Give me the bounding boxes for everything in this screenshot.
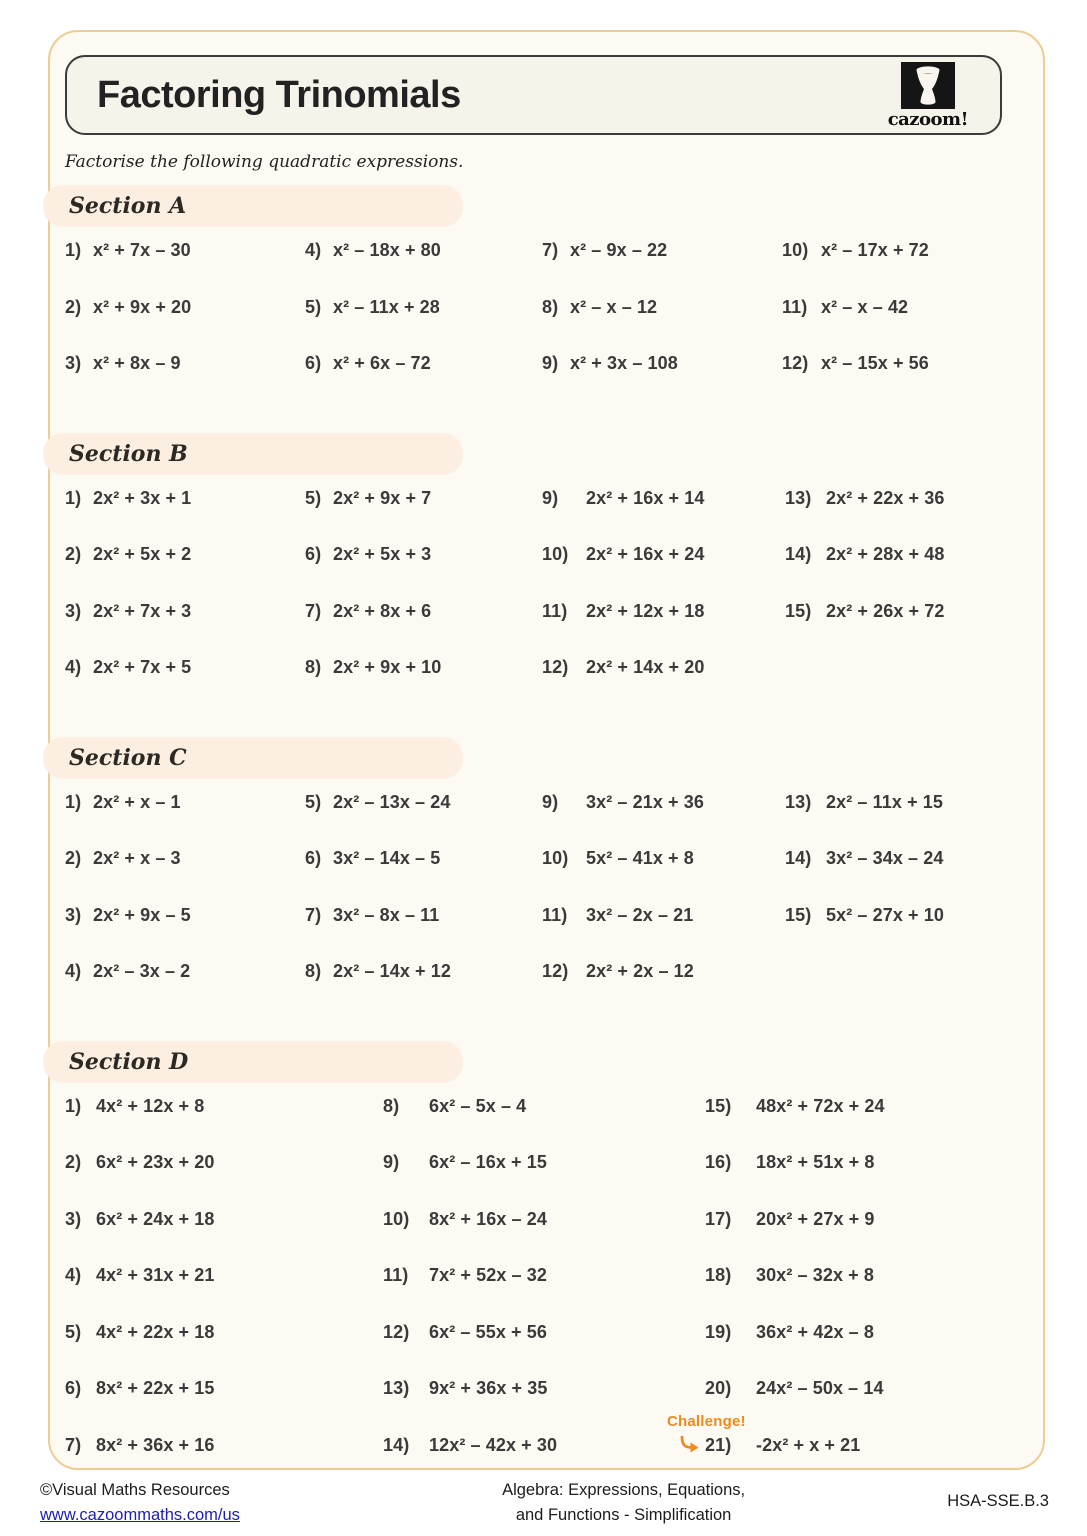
section-d [65,1041,1030,1491]
problem-number: 8) [383,1095,400,1116]
problem-number: 18) [705,1265,732,1285]
problem-expression: 2x² + 5x + 2 [93,544,192,564]
problem-item [782,296,987,353]
problem-expression: 6x² – 16x + 15 [429,1152,547,1172]
problem-number: 8) [542,296,559,317]
problem-item [65,543,305,600]
problem-expression: x² – x – 42 [821,296,909,317]
problem-expression: x² – 15x + 56 [821,353,929,373]
problem-number: 1) [65,791,82,812]
problem-item [782,352,987,409]
problem-number: 6) [65,1378,82,1398]
problem-number: 8) [305,657,322,677]
problem-number: 13) [785,487,812,508]
problem-number: 19) [705,1321,732,1342]
problem-number: 1) [65,1095,82,1116]
problem-item [542,543,785,600]
footer-topic [502,1478,745,1528]
problem-expression: 2x² + 9x – 5 [93,904,191,925]
problem-item [383,1377,705,1434]
problem-number: 7) [65,1434,82,1455]
website-link[interactable]: www.cazoommaths.com/us [40,1505,240,1524]
copyright-text: ©Visual Maths Resources [40,1481,230,1499]
problem-expression: 4x² + 31x + 21 [96,1265,215,1285]
problem-number: 9) [542,353,559,373]
problem-number: 9) [542,791,559,812]
problem-number: 11) [782,296,808,317]
cazoom-drum-icon [901,62,955,109]
problem-item [65,1377,383,1434]
problem-item [785,543,987,600]
problem-number: 3) [65,353,82,373]
problem-expression: 2x² + 12x + 18 [586,600,705,621]
problem-number: 5) [305,487,322,508]
problem-item [542,239,782,296]
problem-expression: 3x² – 2x – 21 [586,904,694,925]
problem-number: 16) [705,1152,732,1172]
problem-number: 5) [305,791,322,812]
problem-item [383,1264,705,1321]
cazoom-logo [888,62,968,129]
problem-number: 6) [305,544,322,564]
problem-expression: 3x² – 8x – 11 [333,904,440,925]
worksheet-title: Factoring Trinomials [97,73,461,116]
problem-number: 10) [542,544,569,564]
problem-expression: 2x² + 7x + 3 [93,600,192,621]
section-title: Section D [69,1048,189,1075]
section-c [65,737,1030,1017]
problem-item [65,487,305,544]
problem-expression: 2x² + 8x + 6 [333,600,432,621]
problem-item [65,904,305,961]
problem-number: 3) [65,600,82,621]
problem-number: 17) [705,1208,732,1229]
problem-item [305,960,542,1017]
problem-expression: 2x² + 9x + 10 [333,657,442,677]
problem-item [65,656,305,713]
problem-item [65,791,305,848]
problem-item [782,239,987,296]
problem-number: 10) [782,240,809,260]
problem-expression: 12x² – 42x + 30 [429,1434,558,1455]
problem-number: 12) [542,961,569,981]
problem-number: 10) [542,848,569,868]
problem-expression: 2x² + 28x + 48 [826,544,945,564]
problem-expression: 8x² + 16x – 24 [429,1208,547,1229]
problem-expression: x² + 3x – 108 [570,353,678,373]
problem-expression: x² + 6x – 72 [333,353,431,373]
problem-number: 7) [305,904,322,925]
topic-line-1: Algebra: Expressions, Equations, [502,1481,746,1499]
problem-expression: 3x² – 34x – 24 [826,848,944,868]
problem-expression: 6x² + 24x + 18 [96,1208,215,1229]
problem-item [542,487,785,544]
problem-number: 4) [65,1265,82,1285]
problem-expression: 8x² + 22x + 15 [96,1378,215,1398]
problem-expression: 2x² + 5x + 3 [333,544,432,564]
section-title: Section B [69,440,188,467]
sheet-content [65,55,1030,1490]
challenge-label: Challenge! [667,1412,746,1430]
problem-item [65,1264,383,1321]
problem-expression: 3x² – 14x – 5 [333,848,441,868]
problem-number: 4) [65,961,82,981]
problem-number: 15) [705,1095,732,1116]
problem-number: 10) [383,1208,410,1229]
problem-item [705,1151,987,1208]
problem-number: 5) [65,1321,82,1342]
problem-number: 7) [305,600,322,621]
sections-container [65,185,1030,1490]
problem-number: 5) [305,296,322,317]
problem-item [785,791,987,848]
problem-expression: 2x² + 22x + 36 [826,487,945,508]
problem-item [305,791,542,848]
problem-number: 1) [65,240,82,260]
problem-expression: x² – x – 12 [570,296,658,317]
problem-item [542,296,782,353]
problem-expression: 2x² + 9x + 7 [333,487,432,508]
problem-item [305,656,542,713]
section-title: Section C [69,744,187,771]
problem-number: 11) [542,904,568,925]
problem-item [705,1208,987,1265]
problem-item [542,791,785,848]
problem-expression: x² – 11x + 28 [333,296,440,317]
problem-expression: 2x² + 3x + 1 [93,487,192,508]
worksheet-title-box [65,55,1002,135]
problem-item [305,296,542,353]
cazoom-logo-text: cazoom! [887,108,968,130]
problem-number: 13) [383,1378,410,1398]
problem-number: 9) [542,487,559,508]
problem-item [65,352,305,409]
problem-number: 9) [383,1152,400,1172]
section-a [65,185,1030,409]
problem-number: 2) [65,296,82,317]
problem-number: 15) [785,600,812,621]
problem-expression: x² + 9x + 20 [93,296,192,317]
problem-item [383,1321,705,1378]
problem-expression: 30x² – 32x + 8 [756,1265,874,1285]
problem-expression: x² – 17x + 72 [821,240,929,260]
problem-expression: 7x² + 52x – 32 [429,1265,547,1285]
problem-expression: -2x² + x + 21 [756,1434,861,1455]
problem-expression: 2x² – 3x – 2 [93,961,191,981]
problem-number: 4) [305,240,322,260]
problem-expression: 18x² + 51x + 8 [756,1152,875,1172]
problem-item [383,1151,705,1208]
problem-expression: 2x² + x – 3 [93,848,181,868]
problem-item [305,352,542,409]
section-b [65,433,1030,713]
problem-expression: x² + 7x – 30 [93,240,191,260]
problem-number: 8) [305,961,322,981]
problem-item [65,847,305,904]
problem-item [65,239,305,296]
problem-expression: x² + 8x – 9 [93,353,181,373]
problem-expression: 2x² + x – 1 [93,791,181,812]
standard-code: HSA-SSE.B.3 [947,1492,1049,1510]
problem-item [383,1095,705,1152]
problem-item [65,1095,383,1152]
problem-item [305,543,542,600]
problem-number: 2) [65,1152,82,1172]
problem-item [542,904,785,961]
problem-number: 6) [305,848,322,868]
problem-expression: x² – 18x + 80 [333,240,441,260]
footer [40,1478,1049,1528]
problem-expression: 9x² + 36x + 35 [429,1378,548,1398]
section-header-a [43,185,463,227]
problem-number: 15) [785,904,812,925]
problem-item [305,600,542,657]
problem-expression: 36x² + 42x – 8 [756,1321,874,1342]
problem-number: 14) [383,1434,410,1455]
problem-number: 3) [65,904,82,925]
section-header-c [43,737,463,779]
problem-number: 12) [383,1321,410,1342]
problem-expression: 2x² – 13x – 24 [333,791,451,812]
problem-number: 14) [785,544,812,564]
problem-expression: 3x² – 21x + 36 [586,791,704,812]
problem-item [65,600,305,657]
problem-item [65,1208,383,1265]
problem-number: 7) [542,240,559,260]
problem-item [305,847,542,904]
problem-expression: 2x² – 11x + 15 [826,791,944,812]
problem-number: 11) [542,600,568,621]
problem-item [65,960,305,1017]
problem-expression: 20x² + 27x + 9 [756,1208,875,1229]
problem-item [542,600,785,657]
problem-expression: 5x² – 27x + 10 [826,904,944,925]
problem-expression: 2x² + 16x + 24 [586,544,705,564]
problem-item [65,1151,383,1208]
problem-number: 11) [383,1265,409,1285]
problem-expression: 2x² + 7x + 5 [93,657,192,677]
problem-item [705,1321,987,1378]
problem-item [705,1264,987,1321]
section-header-b [43,433,463,475]
problem-item [305,239,542,296]
problem-number: 4) [65,657,82,677]
problem-expression: 4x² + 22x + 18 [96,1321,215,1342]
problem-expression: x² – 9x – 22 [570,240,668,260]
problem-item [785,600,987,657]
problem-expression: 5x² – 41x + 8 [586,848,694,868]
problem-number: 6) [305,353,322,373]
problem-expression: 6x² + 23x + 20 [96,1152,215,1172]
problem-expression: 2x² + 26x + 72 [826,600,945,621]
problem-number: 1) [65,487,82,508]
problem-expression: 2x² + 2x – 12 [586,961,694,981]
problem-item [542,352,782,409]
problem-item [542,847,785,904]
problem-number: 12) [542,657,569,677]
problem-expression: 2x² + 16x + 14 [586,487,705,508]
problem-item [65,1321,383,1378]
problem-item [542,656,785,713]
problem-item [705,1095,987,1152]
problem-expression: 24x² – 50x – 14 [756,1378,884,1398]
problem-number: 20) [705,1378,732,1398]
problem-item [383,1208,705,1265]
section-header-d [43,1041,463,1083]
problem-item [785,487,987,544]
instructions-text: Factorise the following quadratic expressions. [65,152,464,172]
section-title: Section A [69,193,187,219]
problem-item [705,1377,987,1434]
problem-item [785,904,987,961]
problem-expression: 4x² + 12x + 8 [96,1095,205,1116]
problem-number: 13) [785,791,812,812]
problem-item [305,904,542,961]
problem-expression: 2x² + 14x + 20 [586,657,705,677]
problem-expression: 2x² – 14x + 12 [333,961,451,981]
problem-expression: 6x² – 5x – 4 [429,1095,527,1116]
problem-number: 12) [782,353,809,373]
problem-expression: 6x² – 55x + 56 [429,1321,547,1342]
problem-item [785,847,987,904]
problem-item [305,487,542,544]
problem-item [65,296,305,353]
problem-number: 14) [785,848,812,868]
problem-number: 2) [65,544,82,564]
problem-number: 3) [65,1208,82,1229]
topic-line-2: and Functions - Simplification [515,1505,732,1524]
problem-number: 21) [705,1434,732,1455]
problem-item [542,960,785,1017]
problem-expression: 48x² + 72x + 24 [756,1095,885,1116]
problem-expression: 8x² + 36x + 16 [96,1434,215,1455]
challenge-arrow-icon [679,1436,700,1459]
footer-attribution [40,1478,300,1528]
problem-number: 2) [65,848,82,868]
